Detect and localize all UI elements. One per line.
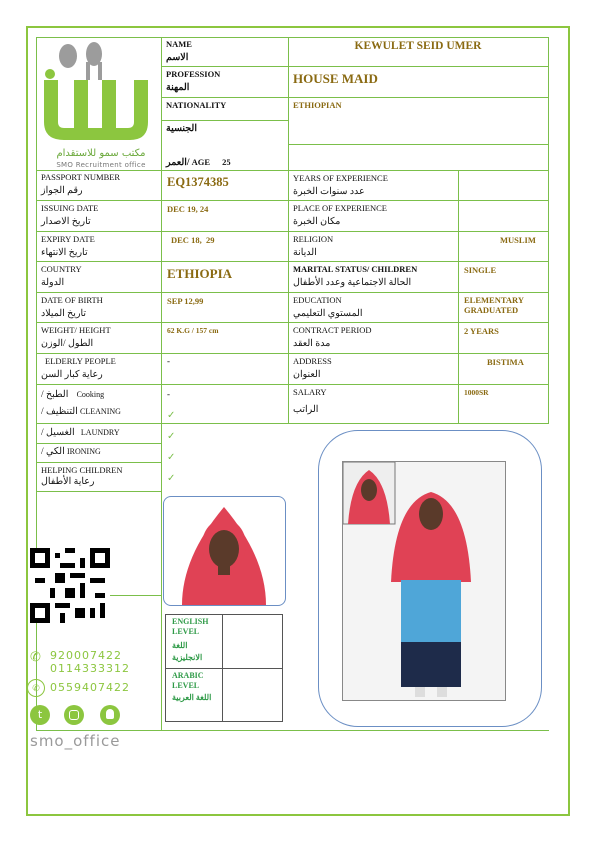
qr-code-icon	[30, 548, 110, 623]
religion-label: RELIGION	[293, 234, 334, 244]
elderly-value: -	[167, 356, 170, 366]
elderly-label: ELDERLY PEOPLE	[45, 356, 116, 366]
religion-label-ar: الديانة	[293, 248, 317, 258]
education-label: EDUCATION	[293, 295, 342, 305]
name-label-ar: الاسم	[166, 53, 189, 63]
phone-number-2: 0114333312	[50, 662, 130, 675]
helping-children-check-icon: ✓	[167, 473, 176, 484]
experience-place-label: PLACE OF EXPERIENCE	[293, 203, 387, 213]
dob-label: DATE OF BIRTH	[41, 295, 103, 305]
salary-label: SALARY	[293, 387, 327, 397]
profession-label-ar: المهنة	[166, 83, 190, 93]
age-label: AGE	[191, 157, 211, 167]
cooking-row	[41, 389, 104, 401]
nationality-label-ar: الجنسية	[166, 124, 197, 134]
social-handle: smo_office	[30, 732, 121, 750]
instagram-icon[interactable]	[64, 705, 84, 725]
contract-value: 2 YEARS	[464, 326, 499, 336]
twitter-icon[interactable]: t	[30, 705, 50, 725]
cooking-label: Cooking	[76, 390, 105, 399]
ironing-label-ar: الكي /	[41, 447, 65, 457]
snapchat-icon[interactable]	[100, 705, 120, 725]
logo-mark-icon	[36, 40, 158, 150]
address-label: ADDRESS	[293, 356, 332, 366]
qr-code	[30, 548, 110, 623]
experience-years-label: YEARS OF EXPERIENCE	[293, 173, 388, 183]
full-body-image-icon	[343, 462, 505, 700]
education-value: ELEMENTARY GRADUATED	[464, 295, 524, 315]
name-value: KEWULET SEID UMER	[354, 40, 482, 52]
age-label-ar: العمر/	[166, 158, 190, 168]
cleaning-label-ar: التنظيف /	[41, 407, 78, 417]
laundry-label-ar: الغسيل /	[41, 428, 75, 438]
company-logo	[36, 40, 158, 168]
english-level-label: ENGLISH LEVEL	[172, 617, 209, 636]
laundry-check-icon: ✓	[167, 431, 176, 442]
logo-arabic: مكتب سمو للاستقدام	[56, 148, 146, 159]
ironing-label: IRONING	[66, 447, 101, 456]
language-table	[165, 614, 283, 722]
weight-label: WEIGHT/ HEIGHT	[41, 325, 111, 335]
cleaning-check-icon: ✓	[167, 410, 176, 421]
salary-value: 1000SR	[464, 388, 489, 397]
experience-years-label-ar: عدد سنوات الخبرة	[293, 187, 365, 197]
expiry-label-ar: تاريخ الانتهاء	[41, 248, 88, 258]
ironing-row	[41, 446, 101, 458]
cooking-label-ar: الطبخ /	[41, 390, 69, 400]
country-value: ETHIOPIA	[167, 266, 233, 281]
arabic-level-label: ARABIC LEVEL	[172, 671, 204, 690]
weight-value: 62 K.G / 157 cm	[167, 326, 219, 335]
address-value: BISTIMA	[487, 357, 524, 367]
marital-label-ar: الحالة الاجتماعية وعدد الأطفال	[293, 278, 412, 288]
phone-number-1: 920007422	[50, 649, 122, 662]
laundry-label: LAUNDRY	[80, 428, 120, 437]
country-label-ar: الدولة	[41, 278, 65, 288]
age-row	[166, 157, 231, 168]
whatsapp-icon: ✆	[27, 679, 45, 697]
passport-row	[36, 170, 161, 200]
logo-english: SMO Recruitment office	[56, 161, 146, 169]
nationality-label: NATIONALITY	[166, 100, 227, 110]
profession-label: PROFESSION	[166, 69, 221, 79]
age-value: 25	[222, 157, 231, 167]
full-body-photo-frame	[318, 430, 542, 727]
profession-value: HOUSE MAID	[293, 71, 378, 86]
portrait-image-icon	[164, 497, 285, 605]
laundry-row	[41, 427, 120, 439]
helping-children-label-ar: رعاية الأطفال	[41, 477, 95, 487]
education-label-ar: المستوي التعليمي	[293, 309, 363, 319]
full-body-photo	[342, 461, 506, 701]
experience-place-label-ar: مكان الخبرة	[293, 217, 341, 227]
helping-children-label: HELPING CHILDREN	[41, 465, 123, 475]
phone-icon: ✆	[30, 649, 41, 664]
issuing-label-ar: تاريخ الاصدار	[41, 217, 91, 227]
expiry-value: DEC 18, 29	[171, 235, 215, 245]
whatsapp-number: 0559407422	[50, 681, 130, 694]
dob-value: SEP 12,99	[167, 296, 204, 306]
issuing-value: DEC 19, 24	[167, 204, 209, 214]
dob-label-ar: تاريخ الميلاد	[41, 309, 87, 319]
country-label: COUNTRY	[41, 264, 82, 274]
ironing-check-icon: ✓	[167, 452, 176, 463]
elderly-label-ar: رعاية كبار السن	[41, 370, 103, 380]
weight-label-ar: الطول /الوزن	[41, 339, 94, 349]
english-level-label-ar: اللغة الانجليزية	[172, 641, 203, 662]
marital-label: MARITAL STATUS/ CHILDREN	[293, 264, 418, 274]
passport-label-ar: رقم الجواز	[41, 186, 83, 196]
cleaning-label: CLEANING	[80, 407, 121, 416]
portrait-photo	[163, 496, 286, 606]
nationality-value: ETHIOPIAN	[293, 100, 342, 110]
contract-label-ar: مدة العقد	[293, 339, 331, 349]
address-label-ar: العنوان	[293, 370, 321, 380]
name-label: NAME	[166, 39, 192, 49]
cleaning-row	[41, 406, 121, 418]
passport-label: PASSPORT NUMBER	[41, 172, 121, 182]
religion-value: MUSLIM	[500, 235, 536, 245]
expiry-label: EXPIRY DATE	[41, 234, 95, 244]
issuing-label: ISSUING DATE	[41, 203, 99, 213]
marital-value: SINGLE	[464, 265, 497, 275]
salary-label-ar: الراتب	[293, 405, 319, 415]
passport-value: EQ1374385	[167, 175, 229, 189]
arabic-level-label-ar: اللغة العربية	[172, 693, 212, 702]
cooking-value: -	[167, 389, 170, 399]
contract-label: CONTRACT PERIOD	[293, 325, 372, 335]
